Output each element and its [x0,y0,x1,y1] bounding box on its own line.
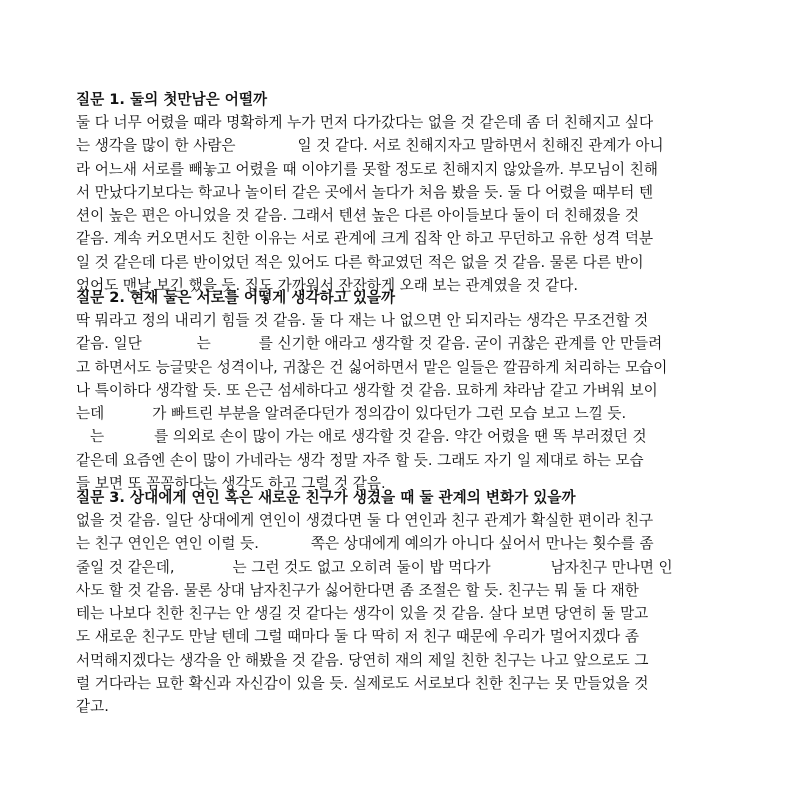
answer-line: 고 하면서도 능글맞은 성격이나, 귀찮은 건 싫어하면서 맡은 일들은 깔끔하게 처리하는 모습이 [76,358,668,376]
answer-line [76,402,726,425]
answer-line: 둘 다 너무 어렸을 때라 명확하게 누가 먼저 다가갔다는 없을 것 같은데 좀 더 친해지고 싶다 [76,114,654,131]
answer-line: 일 것 같은데 다른 반이었던 적은 있어도 다른 학교였던 적은 없을 것 같음. 물론 다른 반이 [76,253,644,271]
answer-line: 같고. [76,698,109,716]
text-segment: 는데 [76,405,105,423]
answer-line: 같은데 요즘엔 손이 많이 가네라는 생각 정말 자주 할 듯. 그래도 자기 일 제대로 하는 모습 [76,451,644,469]
answer-line [76,332,726,355]
answer-line: 딱 뭐라고 정의 내리기 힘들 것 같음. 둘 다 재는 나 없으면 안 되지라는 생각은 무조건할 것 [76,312,649,329]
text-segment: 일 것 같다. 서로 친해지자고 말하면서 친해진 관계가 아니 [297,137,664,155]
answer-line [76,425,726,448]
text-segment: 가 빠트린 부분을 알려준다던가 정의감이 있다던가 그런 모습 보고 느낄 듯. [152,405,627,423]
text-segment: 는 생각을 많이 한 사람은 [76,137,236,155]
answer-line: 들 보면 또 꼼꼼하다는 생각도 하고 그럴 것 같음. [76,475,386,493]
answer-line [76,134,726,157]
answer-line [76,532,726,555]
text-segment: 남자친구 만나면 인 [550,558,673,576]
answer-line: 도 새로운 친구도 만날 텐데 그럴 때마다 둘 다 딱히 저 친구 때문에 우리가 멀어지겠다 좀 [76,628,640,646]
question-title: 질문 3. 상대에게 연인 혹은 새로운 친구가 생겼을 때 둘 관계의 변화가 있을까 [76,489,576,506]
section-question-1 [76,89,726,297]
answer-line: 라 어느새 서로를 빼놓고 어렸을 때 이야기를 못할 정도로 친해지지 않았을까. 부모님이 친해 [76,160,658,178]
text-segment: 는 친구 연인은 연인 이럴 듯. [76,535,259,553]
answer-line: 션이 높은 편은 아니었을 것 같음. 그래서 텐션 높은 다른 아이들보다 둘이 더 친해졌을 것 [76,207,640,225]
answer-line [76,556,726,579]
section-question-2 [76,287,726,495]
answer-line: 사도 할 것 같음. 물론 상대 남자친구가 싫어한다면 좀 조절은 할 듯. 친구는 뭐 둘 다 재한 [76,581,639,599]
answer-line: 없을 것 같음. 일단 상대에게 연인이 생겼다면 둘 다 연인과 친구 관계가 확실한 편이라 친구 [76,512,654,529]
text-segment: 줄일 것 같은데, [76,558,175,576]
answer-line: 나 특이하다 생각할 듯. 또 은근 섬세하다고 생각할 것 같음. 묘하게 챠라남 같고 가벼워 보이 [76,381,658,399]
text-segment: 는 [90,428,105,446]
answer-line: 었어도 맨날 보긴 했을 듯. 집도 가까워서 잔잔하게 오래 보는 관계였을 것 같다. [76,277,578,295]
answer-line: 테는 나보다 친한 친구는 안 생길 것 같다는 생각이 있을 것 같음. 살다 보면 당연히 둘 말고 [76,605,649,623]
answer-line: 같음. 계속 커오면서도 친한 이유는 서로 관계에 크게 집착 안 하고 무던하고 유한 성격 덕분 [76,230,654,248]
answer-line: 서 만났다기보다는 학교나 놀이터 같은 곳에서 놀다가 처음 봤을 듯. 둘 다 어렸을 때부터 텐 [76,183,654,201]
question-title: 질문 1. 둘의 첫만남은 어떨까 [76,91,268,108]
text-segment: 같음. 일단 [76,335,142,353]
answer-line: 서먹해지겠다는 생각을 안 해봤을 것 같음. 당연히 재의 제일 친한 친구는 나고 앞으로도 그 [76,651,649,669]
text-segment: 는 [196,335,211,353]
text-segment: 를 의외로 손이 많이 가는 애로 생각할 것 같음. 약간 어렸을 땐 똑 부러졌던 것 [154,428,647,446]
question-title: 질문 2. 현재 둘은 서로를 어떻게 생각하고 있을까 [76,289,396,306]
text-segment: 는 그런 것도 없고 오히려 둘이 밥 먹다가 [232,558,491,576]
text-segment: 쪽은 상대에게 예의가 아니다 싶어서 만나는 횟수를 좀 [310,535,654,553]
section-question-3 [76,487,726,719]
answer-line: 럴 거다라는 묘한 확신과 자신감이 있을 듯. 실제로도 서로보다 친한 친구는 못 만들었을 것 [76,675,649,693]
text-segment: 를 신기한 애라고 생각할 것 같음. 굳이 귀찮은 관계를 안 만들려 [258,335,663,353]
